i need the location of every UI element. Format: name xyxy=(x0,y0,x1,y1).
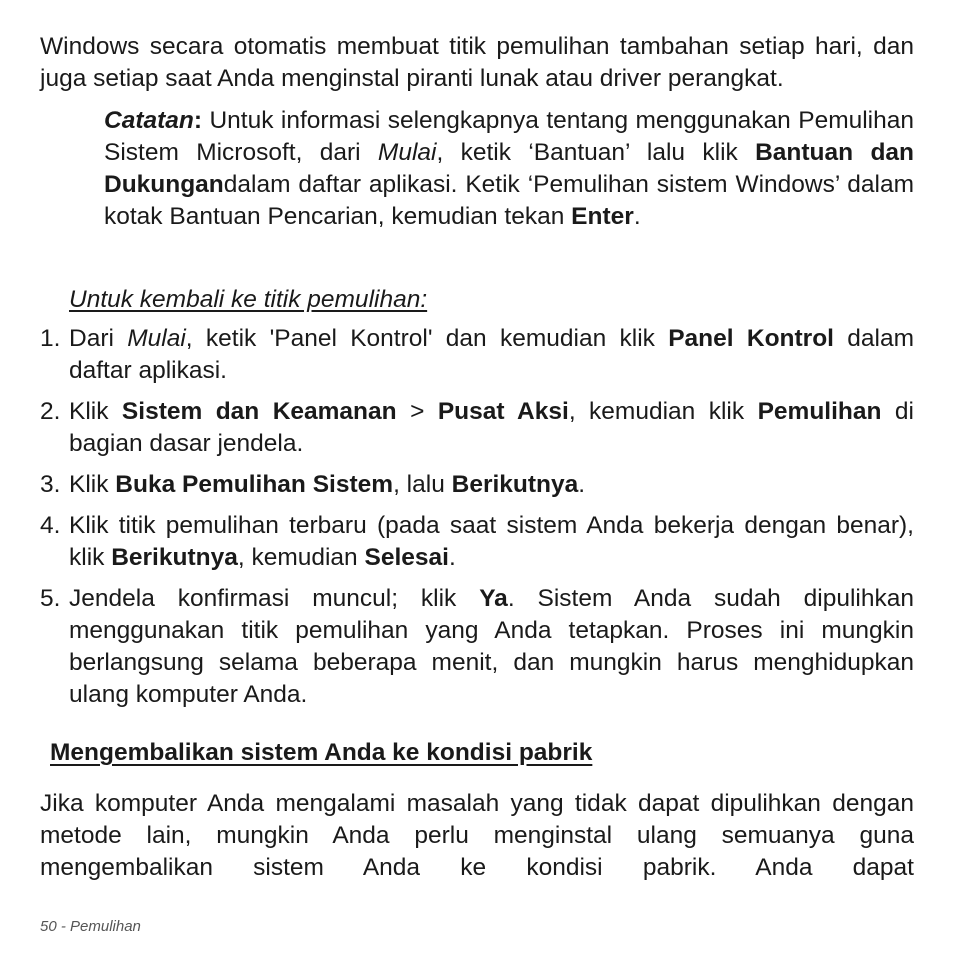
step-bold-selesai: Selesai xyxy=(364,544,449,571)
section-heading: Mengembalikan sistem Anda ke kondisi pabrik xyxy=(50,739,593,766)
procedure-title: Untuk kembali ke titik pemulihan: xyxy=(69,286,428,313)
step-item-4 xyxy=(40,510,914,574)
intro-paragraph: Windows secara otomatis membuat titik pemulihan tambahan setiap hari, dan juga setiap saat Anda menginstal piranti lunak atau driver perangkat. xyxy=(40,33,914,92)
step-text: , ketik 'Panel Kontrol' dan kemudian klik xyxy=(185,325,669,352)
note-mulai: Mulai xyxy=(377,139,437,166)
step-text: . xyxy=(448,544,456,571)
note-label: Catatan xyxy=(104,107,194,134)
steps-list xyxy=(40,323,914,711)
step-bold-pemulihan: Pemulihan xyxy=(757,398,882,425)
step-number: 2. xyxy=(40,398,61,425)
page-footer: 50 - Pemulihan xyxy=(40,918,141,935)
note-text-2: , ketik ‘Bantuan’ lalu klik xyxy=(436,139,756,166)
note-text-3: dalam daftar aplikasi. Ketik ‘Pemulihan sistem Windows’ dalam kotak Bantuan Pencarian, kemudian tekan xyxy=(104,171,914,230)
step-text: , lalu xyxy=(393,471,452,498)
step-text: Klik xyxy=(69,398,122,425)
note-text-4: . xyxy=(633,203,641,230)
step-bold-sistem: Sistem dan Keamanan xyxy=(121,398,397,425)
step-bold-buka: Buka Pemulihan Sistem xyxy=(115,471,394,498)
note-enter: Enter xyxy=(571,203,634,230)
step-text: Klik xyxy=(69,471,116,498)
step-item-3 xyxy=(40,469,914,501)
step-item-2 xyxy=(40,396,914,460)
note-bantuan: Bantuan dan Dukungan xyxy=(104,139,914,198)
step-item-5 xyxy=(40,583,914,711)
step-bold-berikutnya: Berikutnya xyxy=(451,471,579,498)
step-bold-ya: Ya xyxy=(479,585,508,612)
step-bold-berikutnya: Berikutnya xyxy=(111,544,238,571)
note-paragraph xyxy=(104,105,914,233)
note-text-1: Untuk informasi selengkapnya tentang menggunakan Pemulihan Sistem Microsoft, dari xyxy=(104,107,914,166)
step-bold-panel-kontrol: Panel Kontrol xyxy=(668,325,834,352)
step-text: , kemudian klik xyxy=(568,398,758,425)
step-text: . Sistem Anda sudah dipulihkan menggunakan titik pemulihan yang Anda tetapkan. Proses ini mungkin berlangsung selama beberapa menit, dan mungkin harus menghidupkan ulang komputer Anda. xyxy=(69,585,914,708)
step-number: 5. xyxy=(40,585,61,612)
step-text: dalam daftar aplikasi. xyxy=(69,325,915,384)
step-number: 4. xyxy=(40,512,61,539)
note-colon: : xyxy=(193,107,203,134)
step-text: di bagian dasar jendela. xyxy=(69,398,914,457)
outro-paragraph: Jika komputer Anda mengalami masalah yang tidak dapat dipulihkan dengan metode lain, mungkin Anda perlu menginstal ulang semuanya guna mengembalikan sistem Anda ke kondisi pabrik. Anda dapat xyxy=(40,790,914,881)
step-text: Dari xyxy=(69,325,128,352)
step-number: 1. xyxy=(40,325,61,352)
step-text: > xyxy=(396,398,438,425)
step-text: Klik titik pemulihan terbaru (pada saat sistem Anda bekerja dengan benar), klik xyxy=(69,512,914,571)
step-emph-mulai: Mulai xyxy=(127,325,186,352)
step-item-1 xyxy=(40,323,914,387)
step-number: 3. xyxy=(40,471,61,498)
step-text: , kemudian xyxy=(237,544,365,571)
step-bold-pusat-aksi: Pusat Aksi xyxy=(437,398,569,425)
step-text: Jendela konfirmasi muncul; klik xyxy=(69,585,480,612)
step-text: . xyxy=(578,471,586,498)
